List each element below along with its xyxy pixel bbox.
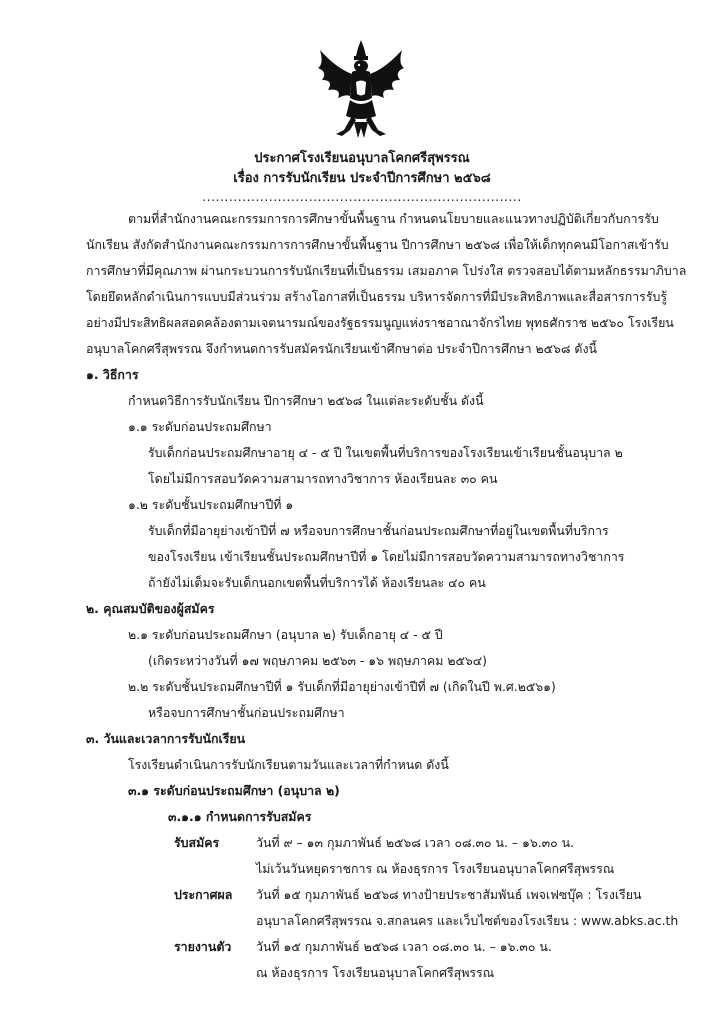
- title-divider: ........................................................................: [202, 189, 522, 204]
- section-lead: กำหนดวิธีการรับนักเรียน ปีการศึกษา ๒๕๖๘ ในแต่ละระดับชั้น ดังนี้: [128, 393, 484, 408]
- section-heading: ๑. วิธีการ: [86, 367, 139, 382]
- intro-line: โดยยึดหลักดำเนินการแบบมีส่วนร่วม สร้างโอกาสที่เป็นธรรม บริหารจัดการที่มีประสิทธิภาพและสื่อสารการรับรู้: [86, 289, 668, 304]
- body-line: โดยไม่มีการสอบวัดความสามารถทางวิชาการ ห้องเรียนละ ๓๐ คน: [148, 471, 498, 486]
- section-lead: โรงเรียนดำเนินการรับนักเรียนตามวันและเวลาที่กำหนด ดังนี้: [128, 757, 449, 772]
- announcement-title: ประกาศโรงเรียนอนุบาลโคกศรีสุพรรณ: [254, 151, 470, 166]
- announcement-subject: เรื่อง การรับนักเรียน ประจำปีการศึกษา ๒๕๖๘: [233, 171, 491, 186]
- garuda-emblem-icon: [314, 38, 408, 142]
- section-heading: ๓. วันและเวลาการรับนักเรียน: [86, 731, 246, 746]
- intro-line: อนุบาลโคกศรีสุพรรณ จึงกำหนดการรับสมัครนักเรียนเข้าศึกษาต่อ ประจำปีการศึกษา ๒๕๖๘ ดังนี้: [86, 341, 597, 356]
- body-line: หรือจบการศึกษาชั้นก่อนประถมศึกษา: [148, 705, 345, 720]
- subsection-heading: ๓.๑.๑ กำหนดการรับสมัคร: [168, 809, 312, 824]
- schedule-label: ประกาศผล: [174, 887, 233, 902]
- body-line: รับเด็กที่มีอายุย่างเข้าปีที่ ๗ หรือจบการศึกษาชั้นก่อนประถมศึกษาที่อยู่ในเขตพื้นที่บริการ: [148, 523, 609, 538]
- schedule-line: วันที่ ๑๕ กุมภาพันธ์ ๒๕๖๘ ทางป้ายประชาสัมพันธ์ เพจเฟซบุ๊ค : โรงเรียน: [256, 887, 642, 902]
- schedule-line: ไม่เว้นวันหยุดราชการ ณ ห้องธุรการ โรงเรียนอนุบาลโคกศรีสุพรรณ: [256, 861, 615, 876]
- intro-line: อย่างมีประสิทธิผลสอดคล้องตามเจตนารมณ์ของรัฐธรรมนูญแห่งราชอาณาจักรไทย พุทธศักราช ๒๕๖๐ โรงเรียน: [86, 315, 674, 330]
- schedule-label: รับสมัคร: [174, 835, 220, 850]
- schedule-line: วันที่ ๙ – ๑๓ กุมภาพันธ์ ๒๕๖๘ เวลา ๐๘.๓๐ น. – ๑๖.๓๐ น.: [256, 835, 575, 850]
- intro-line: การศึกษาที่มีคุณภาพ ผ่านกระบวนการรับนักเรียนที่เป็นธรรม เสมอภาค โปร่งใส ตรวจสอบได้ตามหลักธรรมาภิบาล: [86, 263, 687, 278]
- body-line: รับเด็กก่อนประถมศึกษาอายุ ๔ - ๕ ปี ในเขตพื้นที่บริการของโรงเรียนเข้าเรียนชั้นอนุบาล ๒: [148, 445, 623, 460]
- body-line: ถ้ายังไม่เต็มจะรับเด็กนอกเขตพื้นที่บริการได้ ห้องเรียนละ ๔๐ คน: [148, 575, 486, 590]
- body-line: ๒.๒ ระดับชั้นประถมศึกษาปีที่ ๑ รับเด็กที่มีอายุย่างเข้าปีที่ ๗ (เกิดในปี พ.ศ.๒๕๖๑): [128, 679, 556, 694]
- schedule-line: ณ ห้องธุรการ โรงเรียนอนุบาลโคกศรีสุพรรณ: [256, 965, 495, 980]
- subsection-heading: ๓.๑ ระดับก่อนประถมศึกษา (อนุบาล ๒): [128, 783, 340, 798]
- subsection-heading: ๑.๒ ระดับชั้นประถมศึกษาปีที่ ๑: [128, 497, 294, 512]
- body-line: ๒.๑ ระดับก่อนประถมศึกษา (อนุบาล ๒) รับเด็กอายุ ๔ - ๕ ปี: [128, 627, 443, 642]
- body-line: (เกิดระหว่างวันที่ ๑๗ พฤษภาคม ๒๕๖๓ - ๑๖ พฤษภาคม ๒๕๖๔): [148, 653, 487, 668]
- schedule-line: วันที่ ๑๕ กุมภาพันธ์ ๒๕๖๘ เวลา ๐๘.๓๐ น. – ๑๖.๓๐ น.: [256, 939, 552, 954]
- schedule-label: รายงานตัว: [174, 939, 232, 954]
- intro-line: นักเรียน สังกัดสำนักงานคณะกรรมการการศึกษาขั้นพื้นฐาน ปีการศึกษา ๒๕๖๘ เพื่อให้เด็กทุกคนมีโอกาสเข้ารับ: [86, 237, 669, 252]
- intro-line: ตามที่สำนักงานคณะกรรมการการศึกษาขั้นพื้นฐาน กำหนดนโยบายและแนวทางปฏิบัติเกี่ยวกับการรับ: [128, 211, 659, 226]
- subsection-heading: ๑.๑ ระดับก่อนประถมศึกษา: [128, 419, 272, 434]
- body-line: ของโรงเรียน เข้าเรียนชั้นประถมศึกษาปีที่ ๑ โดยไม่มีการสอบวัดความสามารถทางวิชาการ: [148, 549, 625, 564]
- section-heading: ๒. คุณสมบัติของผู้สมัคร: [86, 601, 215, 616]
- schedule-line: อนุบาลโคกศรีสุพรรณ จ.สกลนคร และเว็บไซต์ของโรงเรียน : www.abks.ac.th: [256, 913, 679, 928]
